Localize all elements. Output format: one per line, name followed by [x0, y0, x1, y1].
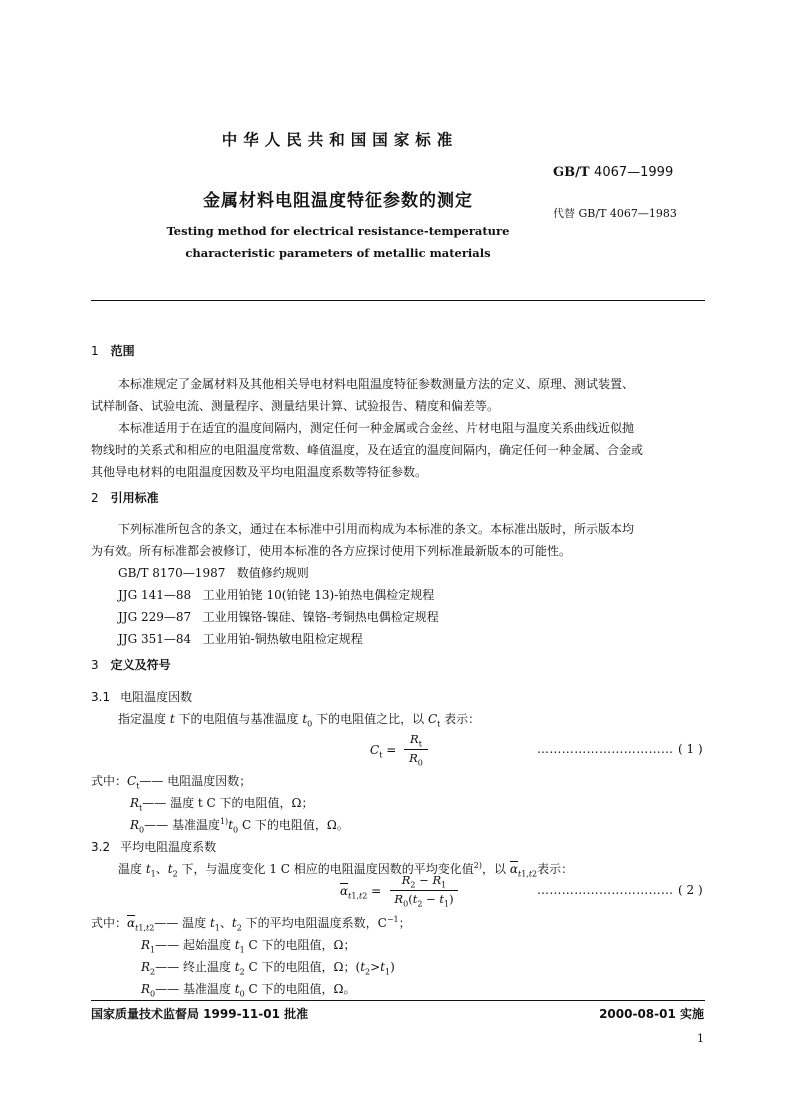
- eq2-fraction-bar: [390, 890, 458, 891]
- footer-rule: [91, 1000, 705, 1001]
- eq1-leader-dots: ……………………………: [537, 742, 674, 756]
- s31-definition-text: 指定温度 t 下的电阻值与基准温度 $t_0$ 下的电阻值之比，以 $C_t$ 表示：: [118, 712, 481, 729]
- replaces-note: 代替 GB/T 4067—1983: [553, 207, 677, 220]
- eq2-number: ( 2 ): [678, 883, 703, 897]
- standard-code: [553, 165, 673, 180]
- eq1-denominator: $R_0$: [409, 751, 423, 768]
- reference-item: JJG 351—84 工业用铂-铜热敏电阻检定规程: [118, 632, 363, 646]
- s1-paragraph-1-line-2: 试样制备、试验电流、测量程序、测量结果计算、试验报告、精度和偏差等。: [91, 399, 500, 413]
- s1-paragraph-1-line-1: 本标准规定了金属材料及其他相关导电材料电阻温度特征参数测量方法的定义、原理、测试装置、: [118, 377, 635, 391]
- s1-paragraph-2-line-3: 其他导电材料的电阻温度因数及平均电阻温度系数等特征参数。: [91, 465, 428, 479]
- approval-note: 国家质量技术监督局 1999-11-01 批准: [91, 1007, 309, 1021]
- document-title-cn: 金属材料电阻温度特征参数的测定: [203, 191, 473, 211]
- s2-paragraph-line-1: 下列标准所包含的条文，通过在本标准中引用而构成为本标准的条文。本标准出版时，所示版本均: [118, 522, 635, 536]
- reference-item: JJG 229—87 工业用镍铬-镍硅、镍铬-考铜热电偶检定规程: [118, 610, 439, 624]
- eq2-def-r0: $R_0——$ 基准温度 $t_0$ C 下的电阻值，Ω。: [141, 982, 356, 999]
- section-3-1-heading: 3.1 电阻温度因数: [91, 690, 193, 704]
- implementation-date: 2000-08-01 实施: [599, 1007, 704, 1021]
- code-number: 4067—1999: [594, 165, 674, 180]
- eq1-def-ct: 式中：$C_t——$ 电阻温度因数；: [91, 774, 252, 791]
- s32-definition-text: 温度 $t_1$、$t_2$ 下，与温度变化 1 C 相应的电阻温度因数的平均变化值$^{2)}$，以 $\overline{\alpha}_{t1,t2}$表示：: [118, 861, 574, 879]
- eq2-def-alpha: 式中：$\overline{\alpha}_{t1,t2}——$ 温度 $t_1$、$t_2$ 下的平均电阻温度系数，$C^{-1}$；: [91, 915, 411, 933]
- section-1-heading: 1 范围: [91, 344, 135, 358]
- eq1-numerator: $R_t$: [410, 732, 422, 749]
- section-3-heading: 3 定义及符号: [91, 658, 171, 672]
- document-title-en-line2: characteristic parameters of metallic materials: [185, 246, 491, 260]
- reference-item: JJG 141—88 工业用铂铑 10(铂铑 13)-铂热电偶检定规程: [118, 588, 435, 602]
- eq2-leader-dots: ……………………………: [537, 883, 674, 897]
- eq2-numerator: $R_2 - R_1$: [401, 873, 447, 890]
- header-rule: [91, 300, 705, 301]
- s1-paragraph-2-line-2: 物线时的关系式和相应的电阻温度常数、峰值温度，及在适宜的温度间隔内，确定任何一种金属、合金或: [91, 443, 644, 457]
- eq1-def-rt: $R_t——$ 温度 t C 下的电阻值，Ω；: [130, 796, 314, 813]
- eq1-number: ( 1 ): [678, 742, 703, 756]
- eq2-denominator: $R_0(t_2 - t_1)$: [394, 892, 454, 909]
- document-title-en-line1: Testing method for electrical resistance-temperature: [166, 224, 510, 238]
- eq2-lhs: $\overline{\alpha}_{t1,t2}$ =: [340, 884, 382, 901]
- reference-item: GB/T 8170—1987 数值修约规则: [118, 566, 309, 580]
- eq1-lhs: $C_t$ =: [370, 743, 397, 760]
- s1-paragraph-2-line-1: 本标准适用于在适宜的温度间隔内，测定任何一种金属或合金丝、片材电阻与温度关系曲线近似抛: [118, 421, 635, 435]
- eq1-fraction-bar: [404, 749, 428, 750]
- section-2-heading: 2 引用标准: [91, 491, 159, 505]
- eq1-def-r0: $R_0——$ 基准温度$^{1)}t_0$ C 下的电阻值，Ω。: [130, 817, 349, 835]
- section-3-2-heading: 3.2 平均电阻温度系数: [91, 840, 217, 854]
- code-prefix: GB/T: [553, 165, 590, 180]
- s2-paragraph-line-2: 为有效。所有标准都会被修订，使用本标准的各方应探讨使用下列标准最新版本的可能性。: [91, 544, 572, 558]
- standard-title: 中华人民共和国国家标准: [221, 130, 459, 149]
- eq2-def-r2: $R_2——$ 终止温度 $t_2$ C 下的电阻值，Ω；$(t_2>t_1)$: [141, 960, 395, 977]
- eq2-def-r1: $R_1——$ 起始温度 $t_1$ C 下的电阻值，Ω；: [141, 938, 356, 955]
- page-number: 1: [697, 1032, 704, 1045]
